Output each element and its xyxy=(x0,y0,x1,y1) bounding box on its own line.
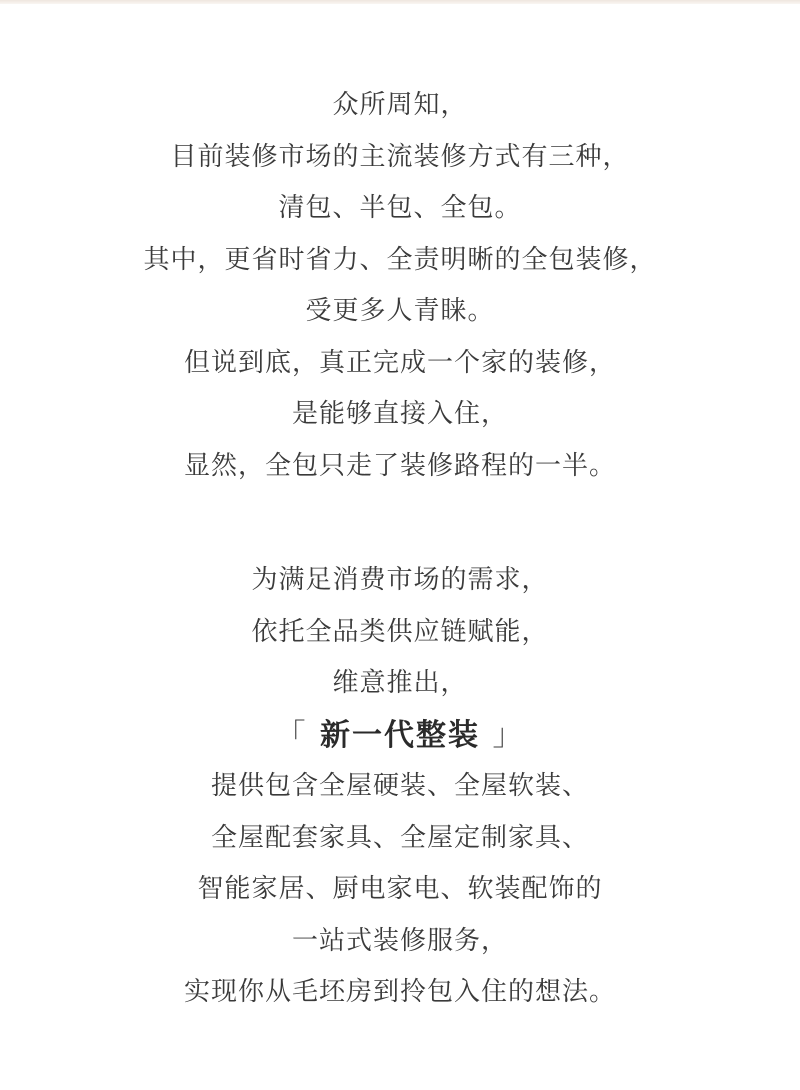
intro-line: 显然，全包只走了装修路程的一半。 xyxy=(183,450,616,481)
intro-line: 其中，更省时省力、全责明晰的全包装修， xyxy=(143,244,657,275)
intro-line: 但说到底，真正完成一个家的装修， xyxy=(183,347,616,378)
top-divider-strip xyxy=(0,0,800,4)
headline-close-bracket: 」 xyxy=(492,717,525,753)
offer-line: 提供包含全屋硬装、全屋软装、 xyxy=(210,771,589,801)
offer-line: 智能家居、厨电家电、软装配饰的 xyxy=(197,874,603,904)
intro-line: 是能够直接入住， xyxy=(291,399,508,429)
offer-line: 全屋配套家具、全屋定制家具、 xyxy=(210,822,589,853)
headline-open-bracket: 「 xyxy=(275,717,308,753)
offer-line: 一站式装修服务， xyxy=(291,925,508,956)
offer-paragraph xyxy=(0,555,800,1019)
offer-line: 依托全品类供应链赋能， xyxy=(251,616,549,647)
intro-line: 众所周知， xyxy=(332,90,468,120)
offer-line: 为满足消费市场的需求， xyxy=(251,565,549,595)
intro-line: 目前装修市场的主流装修方式有三种， xyxy=(170,141,630,172)
headline-text: 新一代整装 xyxy=(307,717,493,753)
intro-line: 受更多人青睐。 xyxy=(305,296,495,326)
intro-paragraph xyxy=(0,80,800,492)
offer-line: 实现你从毛坯房到拎包入住的想法。 xyxy=(183,977,616,1007)
headline-new-generation-decoration xyxy=(0,710,800,762)
intro-line: 清包、半包、全包。 xyxy=(278,193,522,223)
offer-line: 维意推出， xyxy=(332,668,468,698)
